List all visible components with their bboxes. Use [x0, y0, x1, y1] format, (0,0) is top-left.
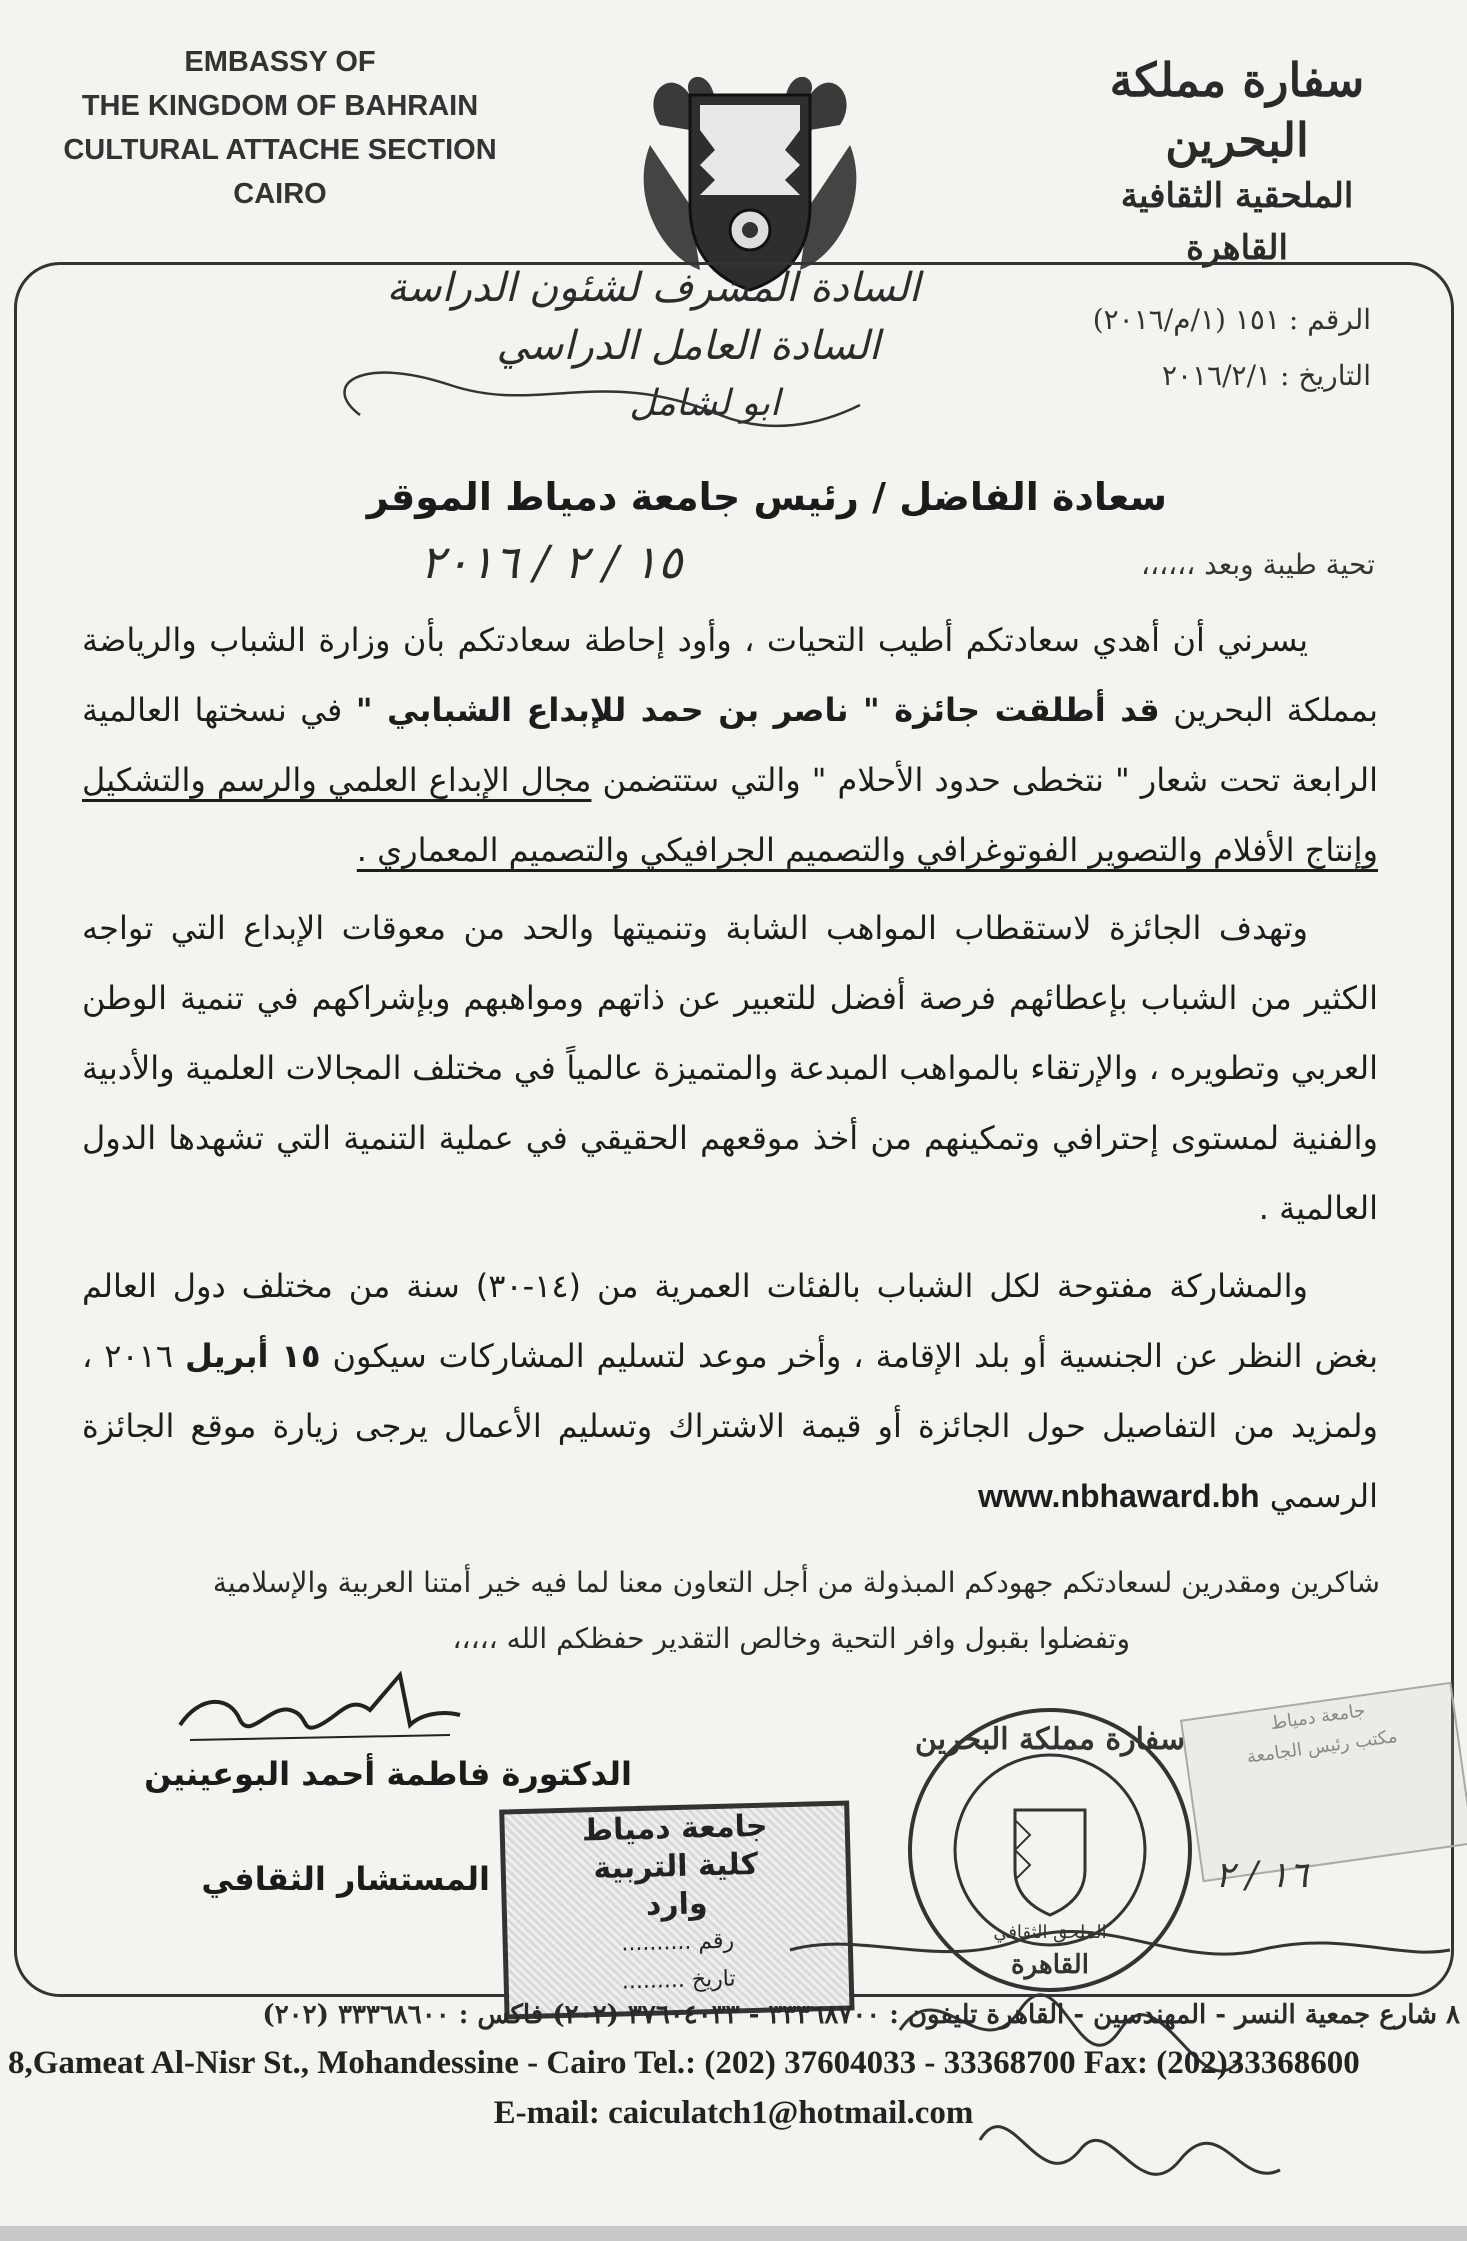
- seal-bottom-text: القاهرة: [1011, 1950, 1089, 1980]
- letterhead-arabic-line: الملحقية الثقافية: [1120, 176, 1354, 216]
- letterhead-arabic: [1057, 50, 1417, 274]
- seal-outer-text: سفارة مملكة البحرين: [914, 1722, 1186, 1757]
- faint-stamp-line: مكتب رئيس الجامعة: [1245, 1725, 1399, 1768]
- bahrain-emblem-icon: [630, 55, 870, 295]
- handwritten-line: السادة العامل الدراسي: [496, 323, 880, 369]
- closing-block: [150, 1555, 1380, 1667]
- handwriting-scribble-icon: [300, 265, 920, 455]
- signatory-name: الدكتورة فاطمة أحمد البوعينين: [144, 1755, 632, 1793]
- addressee: سعادة الفاضل / رئيس جامعة دمياط الموقر: [366, 475, 1167, 519]
- letterhead-line: CULTURAL ATTACHE SECTION: [63, 134, 497, 166]
- award-url: www.nbhaward.bh: [978, 1478, 1260, 1514]
- letterhead-english: [20, 40, 540, 216]
- award-fields: مجال الإبداع العلمي والرسم والتشكيل وإنتاج الأفلام والتصوير الفوتوغرافي والتصميم الجرافيكي والتصميم المعماري .: [82, 761, 1378, 869]
- letter-body: [82, 605, 1378, 1539]
- footer-arabic: ٨ شارع جمعية النسر - المهندسين - القاهرة تليفون : ٣٣٣٦٨٧٠٠ - ٣٧٦٠٤٠٣٣ (٢٠٢) فاكس : ٣٣٣٦٨٦٠٠ (٢٠٢): [262, 2000, 1460, 2030]
- stamp-line: وارد: [645, 1886, 708, 1923]
- faint-stamp-line: جامعة دمياط: [1269, 1700, 1367, 1735]
- stamp-line: جامعة دمياط: [581, 1808, 768, 1849]
- letterhead-arabic-line: القاهرة: [1186, 228, 1288, 268]
- award-name: قد أطلقت جائزة " ناصر بن حمد للإبداع الشبابي ": [355, 691, 1160, 729]
- body-paragraph: [82, 1251, 1378, 1531]
- stamp-line: كلية التربية: [592, 1846, 759, 1887]
- deadline-date: ١٥ أبريل: [185, 1337, 321, 1375]
- stamp-line: رقم ..........: [621, 1928, 735, 1957]
- handwritten-date-2: ١٦ / ٢: [1215, 1855, 1309, 1896]
- body-paragraph: [82, 605, 1378, 885]
- signature-icon: [170, 1655, 470, 1765]
- greeting: تحية طيبة وبعد ،،،،،،: [1141, 548, 1375, 581]
- scan-edge-strip: [0, 2226, 1467, 2241]
- handwritten-line: ابو لشامل: [629, 383, 780, 424]
- reference-date: التاريخ : ٢٠١٦/٢/١: [1161, 359, 1371, 392]
- letterhead-line: EMBASSY OF: [184, 46, 376, 78]
- seal-inner-text: الملحق الثقافي: [993, 1922, 1107, 1943]
- body-text-span: والمشاركة مفتوحة لكل الشباب بالفئات العمرية من (١٤-٣٠) سنة من مختلف دول العالم بغض النظر عن الجنسية أو بلد الإقامة ، وأخر موعد لتسليم المشاركات سيكون: [82, 1267, 1379, 1375]
- letterhead-line: THE KINGDOM OF BAHRAIN: [81, 90, 479, 122]
- handwritten-date: ١٥ / ٢ / ٢٠١٦: [420, 535, 683, 589]
- body-text-span: يسرني أن أهدي سعادتكم أطيب التحيات ، وأود إحاطة سعادتكم بأن وزارة الشباب والرياضة بمملكة البحرين: [82, 621, 1378, 729]
- handwritten-annotation-top: [300, 265, 920, 455]
- handwritten-line: السادة المشرف لشئون الدراسة: [386, 265, 920, 311]
- letterhead-arabic-line: سفارة مملكة البحرين: [1109, 53, 1365, 167]
- closing-line: شاكرين ومقدرين لسعادتكم جهودكم المبذولة من أجل التعاون معنا لما فيه خير أمتنا العربية والإسلامية: [212, 1566, 1380, 1599]
- reference-number: الرقم : ١٥١ (١/م/٢٠١٦): [1092, 303, 1371, 336]
- signatory-title: المستشار الثقافي: [201, 1860, 490, 1898]
- body-text-span: في نسختها العالمية الرابعة تحت شعار " نتخطى حدود الأحلام " والتي ستتضمن: [82, 691, 1379, 799]
- body-paragraph: وتهدف الجائزة لاستقطاب المواهب الشابة وتنميتها والحد من معوقات الإبداع التي تواجه الكثير من الشباب بإعطائهم فرصة أفضل للتعبير عن ذاتهم ومواهبهم وبإشراكهم في تنمية الوطن العربي وتطويره ، والإرتقاء بالمواهب المبدعة والمتميزة عالمياً في مختلف المجالات العلمية والأدبية والفنية لمستوى إحترافي وتمكينهم من أخذ موقعهم الحقيقي في عملية التنمية التي تشهدها الدول العالمية .: [82, 909, 1378, 1227]
- letterhead-line: CAIRO: [233, 178, 327, 210]
- body-text-span: ٢٠١٦ ، ولمزيد من التفاصيل حول الجائزة أو قيمة الاشتراك وتسليم الأعمال يرجى زيارة موقع الجائزة الرسمي: [82, 1337, 1378, 1515]
- closing-line: وتفضلوا بقبول وافر التحية وخالص التقدير حفظكم الله ،،،،،: [452, 1622, 1130, 1655]
- footer-english: 8,Gameat Al-Nisr St., Mohandessine - Cairo Tel.: (202) 37604033 - 33368700 Fax: (202)33368600: [8, 2045, 1360, 2081]
- footer-email: E-mail: caiculatch1@hotmail.com: [493, 2095, 974, 2131]
- stamp-line: تاريخ .........: [621, 1966, 736, 1995]
- reference-block: [951, 292, 1371, 404]
